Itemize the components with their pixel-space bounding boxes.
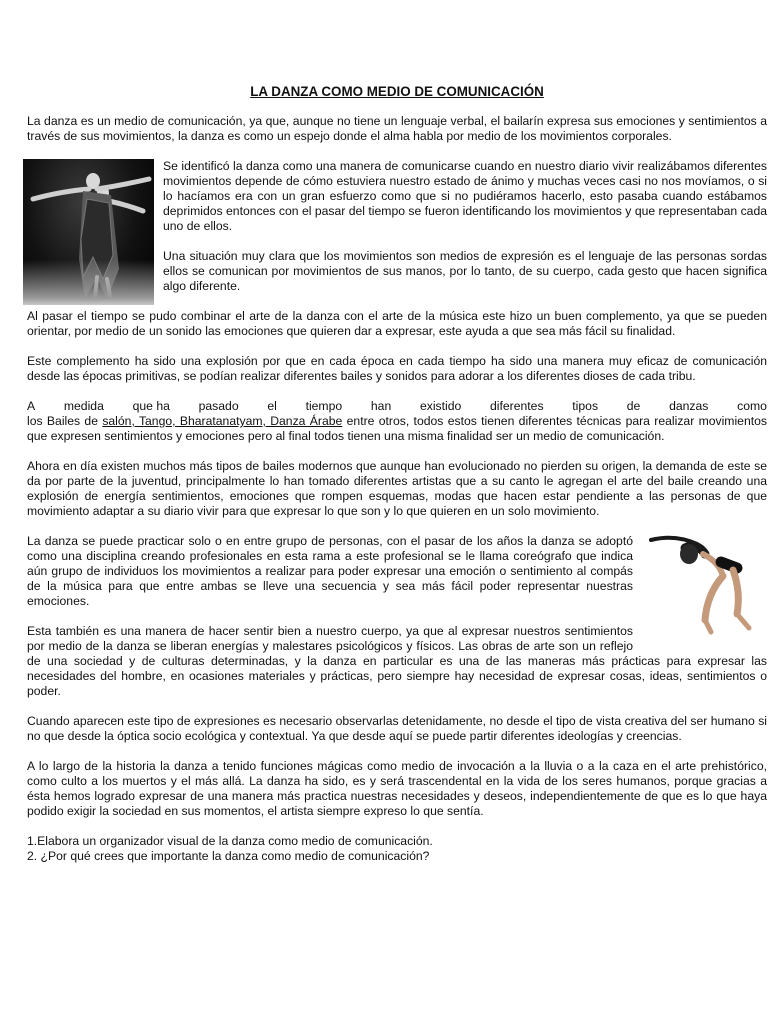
question-2: 2. ¿Por qué crees que importante la danza como medio de comunicación? [27, 849, 430, 863]
document-page [27, 84, 767, 864]
paragraph-6 [27, 399, 767, 444]
paragraph-6-word: tipos [572, 399, 599, 413]
paragraph-6-word: pasado [198, 399, 239, 413]
paragraph-6-word: medida [63, 399, 104, 413]
paragraph-6-word: como [737, 399, 767, 413]
paragraph-6-word: existido [419, 399, 462, 413]
questions-list [27, 834, 767, 864]
paragraph-6-word: diferentes [490, 399, 544, 413]
paragraph-6-word: el [267, 399, 277, 413]
paragraph-4: Al pasar el tiempo se pudo combinar el arte de la danza con el arte de la música este hizo un buen complemento, ya que se pueden orientar, por medio de un sonido las emociones que quieren dar a expresar, este ayuda a que sea más fácil su finalidad. [27, 309, 767, 338]
dancers-photo [23, 159, 154, 305]
paragraph-8: La danza se puede practicar solo o en entre grupo de personas, con el pasar de los años la danza se adoptó como una disciplina creando profesionales en esta rama a este profesional se le llama coreógrafo que indica aún grupo de individuos los movimientos a realizar para poder expresar una emoción o sentimiento al compás de la música para que entre ambas se lleve una secuencia y sea más fácil poder representar nuestras emociones. [27, 534, 633, 608]
paragraph-11: A lo largo de la historia la danza a tenido funciones mágicas como medio de invocación a la lluvia o a la caza en el arte prehistórico, como culto a los muertos y el más allá. La danza ha sido, es y será trascendental en la vida de los seres humanos, porque gracias a ésta hemos logrado expresar de una manera más practica nuestras necesidades y deseos, independientemente de que es lo que haya podido exigir la sociedad en sus momentos, el artista siempre expreso lo que sentía. [27, 759, 767, 818]
dancer-photo [645, 532, 767, 636]
paragraph-6-pre: los Bailes de [27, 414, 103, 428]
paragraph-5: Este complemento ha sido una explosión por que en cada época en cada tiempo ha sido una manera muy eficaz de comunicación desde las épocas primitivas, se podían realizar diferentes bailes y sonidos para adorar a los diferentes dioses de cada tribu. [27, 354, 767, 383]
dance-styles-link[interactable]: salón, Tango, Bharatanatyam, Danza Árabe [102, 414, 343, 428]
paragraph-6-word: han [370, 399, 392, 413]
paragraph-2: Se identificó la danza como una manera de comunicarse cuando en nuestro diario vivir realizábamos diferentes movimientos depende de cómo estuviera nuestro estado de ánimo y muchas veces casi no nos movíamos, o si lo hacíamos era con un gran esfuerzo como que si no pudiéramos hacerlo, esto pasaba cuando estábamos deprimidos entonces con el pasar del tiempo se fueron identificando los movimientos y que representaban cada uno de ellos. [163, 159, 767, 233]
question-1: 1.Elabora un organizador visual de la danza como medio de comunicación. [27, 834, 433, 848]
paragraph-6-word: A [27, 399, 36, 413]
paragraph-3: Una situación muy clara que los movimientos son medios de expresión es el lenguaje de las personas sordas ellos se comunican por movimientos de sus manos, por lo tanto, de su cuerpo, cada gesto que hacen significa algo diferente. [163, 249, 767, 293]
paragraph-6-word: de [626, 399, 641, 413]
paragraph-1: La danza es un medio de comunicación, ya que, aunque no tiene un lenguaje verbal, el bailarín expresa sus emociones y sentimientos a través de sus movimientos, la danza es como un espejo donde el alma habla por medio de los movimientos corporales. [27, 114, 767, 143]
paragraph-10: Cuando aparecen este tipo de expresiones es necesario observarlas detenidamente, no desde el tipo de vista creativa del ser humano si no que desde la óptica socio ecológica y contextual. Ya que desde aquí se puede partir diferentes ideologías y creencias. [27, 714, 767, 743]
document-title: LA DANZA COMO MEDIO DE COMUNICACIÓN [250, 84, 544, 99]
paragraph-6-word: que ha [132, 399, 170, 413]
paragraph-9: Esta también es una manera de hacer sentir bien a nuestro cuerpo, ya que al expresar nuestros sentimientos por medio de la danza se liberan energías y malestares psicológicos y físicos. Las obras de arte son un reflejo de una sociedad y de culturas determinadas, y la danza en particular es una de las maneras más prácticas para expresar las necesidades del hombre, en ocasiones materiales y prácticas, pero siempre hay necesidad de expresar cosas, ideas, sentimientos o poder. [27, 624, 767, 698]
dancer-figure-illustration [645, 532, 767, 636]
paragraph-6-post: entre otros, todos estos tienen diferentes técnicas para realizar movimientos que expresen sentimientos y emociones pero al final todos tienen una misma finalidad ser un medio de comunicación. [27, 414, 767, 443]
paragraph-7: Ahora en día existen muchos más tipos de bailes modernos que aunque han evolucionado no pierden su origen, la demanda de este se da por parte de la juventud, principalmente lo han tomado diferentes artistas que a su canto le agregan el arte del baile creando una explosión de energía sentimientos, emociones que rompen esquemas, modas que hacen estar pendiente a las personas de que movimiento adaptar a su diario vivir para que expresar lo que son y lo que quieren en un solo movimiento. [27, 459, 767, 518]
paragraph-6-word: danzas [669, 399, 709, 413]
paragraph-6-word: tiempo [305, 399, 343, 413]
paragraph-6-first-line [27, 399, 767, 414]
